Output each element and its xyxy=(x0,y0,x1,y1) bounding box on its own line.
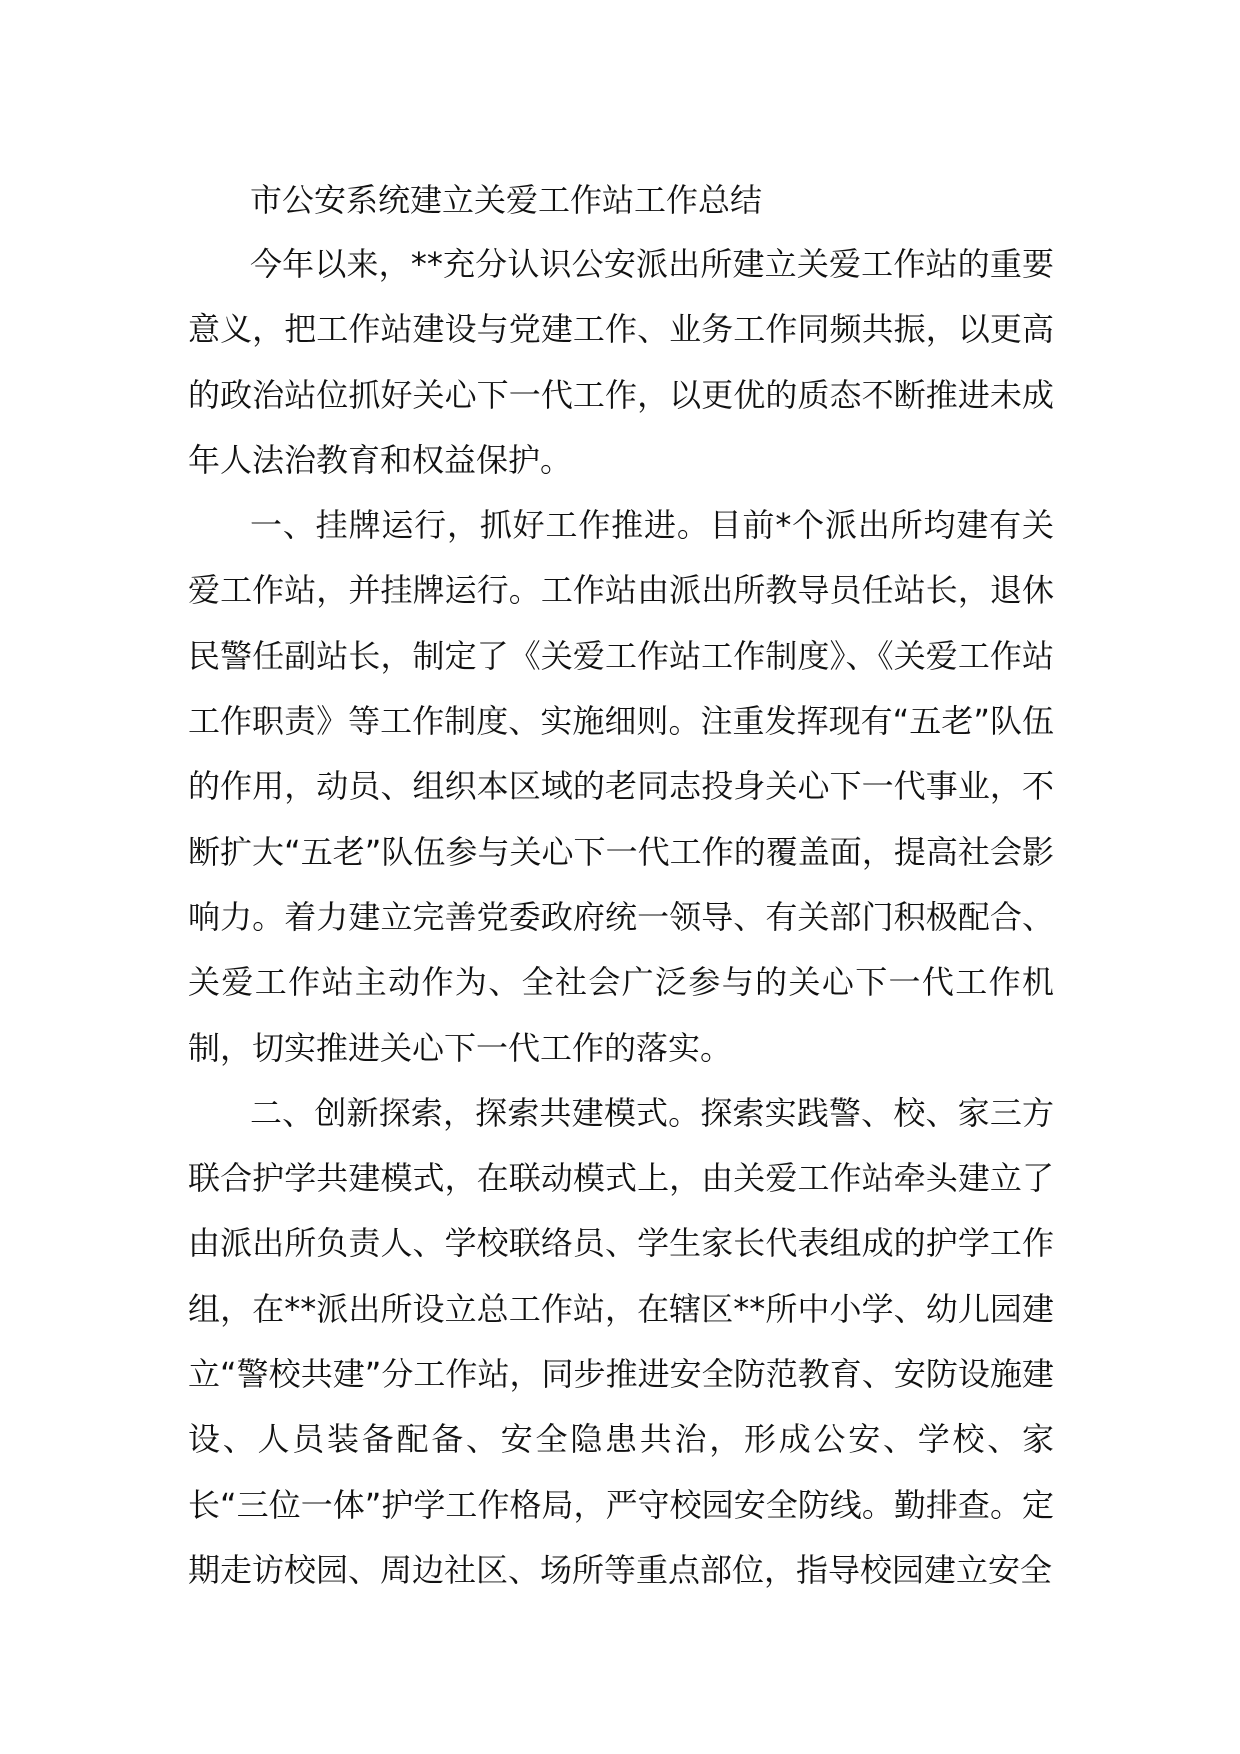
paragraph-intro: 今年以来，**充分认识公安派出所建立关爱工作站的重要意义，把工作站建设与党建工作、业务工作同频共振，以更高的政治站位抓好关心下一代工作，以更优的质态不断推进未成年人法治教育和权益保护。 xyxy=(188,245,1054,479)
paragraph-section-1: 一、挂牌运行，抓好工作推进。目前*个派出所均建有关爱工作站，并挂牌运行。工作站由派出所教导员任站长，退休民警任副站长，制定了《关爱工作站工作制度》、《关爱工作站工作职责》等工作制度、实施细则。注重发挥现有“五老”队伍的作用，动员、组织本区域的老同志投身关心下一代事业，不断扩大“五老”队伍参与关心下一代工作的覆盖面，提高社会影响力。着力建立完善党委政府统一领导、有关部门积极配合、关爱工作站主动作为、全社会广泛参与的关心下一代工作机制，切实推进关心下一代工作的落实。 xyxy=(188,506,1054,1067)
document-body xyxy=(188,168,1054,1603)
paragraph-section-2: 二、创新探索，探索共建模式。探索实践警、校、家三方联合护学共建模式，在联动模式上，由关爱工作站牵头建立了由派出所负责人、学校联络员、学生家长代表组成的护学工作组，在**派出所设立总工作站，在辖区**所中小学、幼儿园建立“警校共建”分工作站，同步推进安全防范教育、安防设施建设、人员装备配备、安全隐患共治，形成公安、学校、家长“三位一体”护学工作格局，严守校园安全防线。勤排查。定期走访校园、周边社区、场所等重点部位，指导校园建立安全 xyxy=(188,1093,1054,1589)
document-title: 市公安系统建立关爱工作站工作总结 xyxy=(250,181,763,219)
